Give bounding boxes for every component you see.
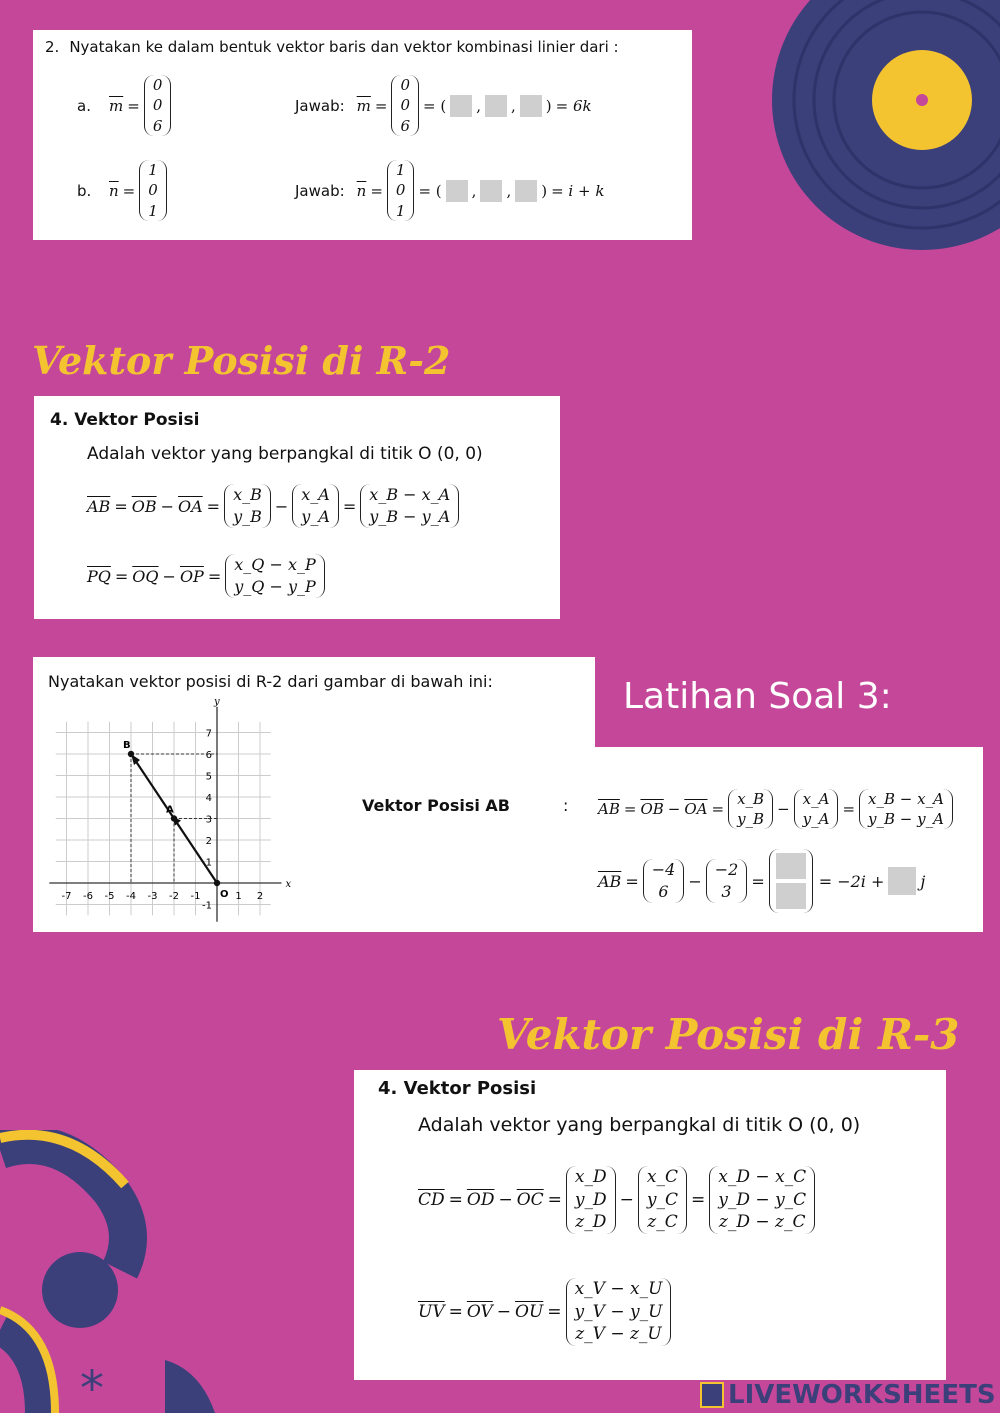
answer-a-1-input[interactable] bbox=[450, 95, 472, 117]
answer-j-input[interactable] bbox=[888, 867, 916, 895]
vektor-posisi-ab-label: Vektor Posisi AB bbox=[362, 796, 510, 815]
m-vector-column: 0 0 6 bbox=[144, 75, 172, 136]
y-tick-label: 3 bbox=[205, 814, 212, 826]
x-tick-label: -4 bbox=[126, 891, 136, 902]
x-tick-label: -2 bbox=[169, 891, 179, 902]
answer-b-1-input[interactable] bbox=[446, 180, 468, 202]
y-tick-label: -1 bbox=[202, 900, 212, 912]
point-B bbox=[128, 751, 134, 757]
point-label: B bbox=[123, 740, 131, 751]
answer-b-3-input[interactable] bbox=[515, 180, 537, 202]
m-vector-name: $\overline{m}$ bbox=[109, 96, 124, 115]
formula-uv: $\overline{UV}$ = $\overline{OV}$ − $\overline{OU}$ = x_V − x_U y_V − y_U z_V − z_U bbox=[418, 1262, 671, 1362]
colon: : bbox=[563, 796, 569, 815]
answer-b-2-input[interactable] bbox=[480, 180, 502, 202]
point-O bbox=[214, 880, 220, 886]
answer-a-result: = 6k bbox=[555, 96, 592, 115]
coordinate-graph bbox=[44, 695, 294, 930]
r2-heading: Vektor Posisi di R-2 bbox=[32, 338, 451, 383]
question-prompt: Nyatakan ke dalam bentuk vektor baris dan vektor kombinasi linier dari : bbox=[69, 38, 619, 56]
x-tick-label: -3 bbox=[147, 891, 158, 902]
y-tick-label: 5 bbox=[205, 771, 212, 783]
exercise-prompt: Nyatakan vektor posisi di R-2 dari gambar di bawah ini: bbox=[48, 672, 493, 691]
definition-r2-title: 4. Vektor Posisi bbox=[50, 410, 200, 430]
y-tick-label: 1 bbox=[205, 857, 212, 869]
liveworksheets-logo bbox=[700, 1380, 996, 1410]
jawab-label-b: Jawab: bbox=[295, 181, 345, 200]
liveworksheets-logo-text: LIVEWORKSHEETS bbox=[728, 1380, 996, 1410]
formula-ab: $\overline{AB}$ = $\overline{OB}$ − $\overline{OA}$ = x_B y_B − x_A y_A = x_B − x_A y_B − y_A bbox=[87, 476, 459, 536]
x-axis-label: x bbox=[285, 879, 292, 890]
definition-r3-card bbox=[354, 1070, 946, 1380]
answer-a-3-input[interactable] bbox=[520, 95, 542, 117]
item-a-label: a. bbox=[77, 96, 91, 115]
y-tick-label: 4 bbox=[205, 793, 212, 804]
x-tick-label: 2 bbox=[256, 891, 264, 902]
formula-pq: $\overline{PQ}$ = $\overline{OQ}$ − $\overline{OP}$ = x_Q − x_P y_Q − y_P bbox=[87, 546, 325, 606]
x-tick-label: -5 bbox=[104, 891, 115, 902]
answer-b-result: = i + k bbox=[551, 181, 605, 200]
point-A bbox=[171, 815, 177, 821]
definition-r3-title: 4. Vektor Posisi bbox=[378, 1078, 537, 1099]
n-vector-column: 1 0 1 bbox=[139, 160, 167, 221]
y-tick-label: 6 bbox=[205, 750, 212, 761]
x-tick-label: -7 bbox=[61, 891, 72, 902]
x-tick-label: 1 bbox=[235, 891, 242, 902]
latihan-soal-label: Latihan Soal 3: bbox=[623, 676, 892, 717]
y-axis-label: y bbox=[214, 696, 220, 708]
n-vector-name: $\overline{n}$ bbox=[109, 181, 119, 200]
definition-r2-description: Adalah vektor yang berpangkal di titik O (0, 0) bbox=[87, 444, 483, 464]
definition-r2-card bbox=[34, 396, 560, 619]
liveworksheets-logo-icon bbox=[700, 1382, 724, 1408]
music-note-decoration-icon bbox=[0, 1130, 260, 1413]
point-label: O bbox=[220, 889, 229, 900]
item-b-label: b. bbox=[77, 181, 92, 200]
exercise-answer: $\overline{AB}$ = −4 6 − −2 3 = = −2i + j bbox=[598, 848, 925, 914]
formula-cd: $\overline{CD}$ = $\overline{OD}$ − $\overline{OC}$ = x_D y_D z_D − x_C y_C z_C = x_D − x_C y_D − y_C z_D − z_C bbox=[418, 1150, 815, 1250]
y-tick-label: 2 bbox=[205, 836, 212, 847]
definition-r3-description: Adalah vektor yang berpangkal di titik O (0, 0) bbox=[418, 1114, 861, 1136]
question-number: 2. bbox=[45, 38, 60, 56]
svg-text:*: * bbox=[80, 1361, 104, 1413]
question-2-card: 2. Nyatakan ke dalam bentuk vektor baris dan vektor kombinasi linier dari : a. $\overline{m}$ = 0 0 6 Jawab: $\overline{m}$ = 0 0 6 = ( , , ) = 6k b. $\overline{n}$ = 1 0 1 Jawab: $\overline{n}$ = 1 0 1 = ( , , ) = i + k bbox=[33, 30, 692, 240]
x-tick-label: -6 bbox=[83, 891, 93, 902]
vinyl-record-icon bbox=[765, 0, 1000, 260]
y-tick-label: 7 bbox=[205, 728, 212, 740]
answer-a-2-input[interactable] bbox=[485, 95, 507, 117]
r3-heading: Vektor Posisi di R-3 bbox=[497, 1010, 960, 1059]
answer-x-input[interactable] bbox=[776, 853, 806, 879]
jawab-label-a: Jawab: bbox=[295, 96, 345, 115]
exercise-formula: $\overline{AB}$ = $\overline{OB}$ − $\overline{OA}$ = x_B y_B − x_A y_A = x_B − x_A y_B − y_A bbox=[598, 778, 953, 840]
point-label: A bbox=[166, 804, 174, 816]
answer-y-input[interactable] bbox=[776, 883, 806, 909]
x-tick-label: -1 bbox=[190, 891, 201, 902]
